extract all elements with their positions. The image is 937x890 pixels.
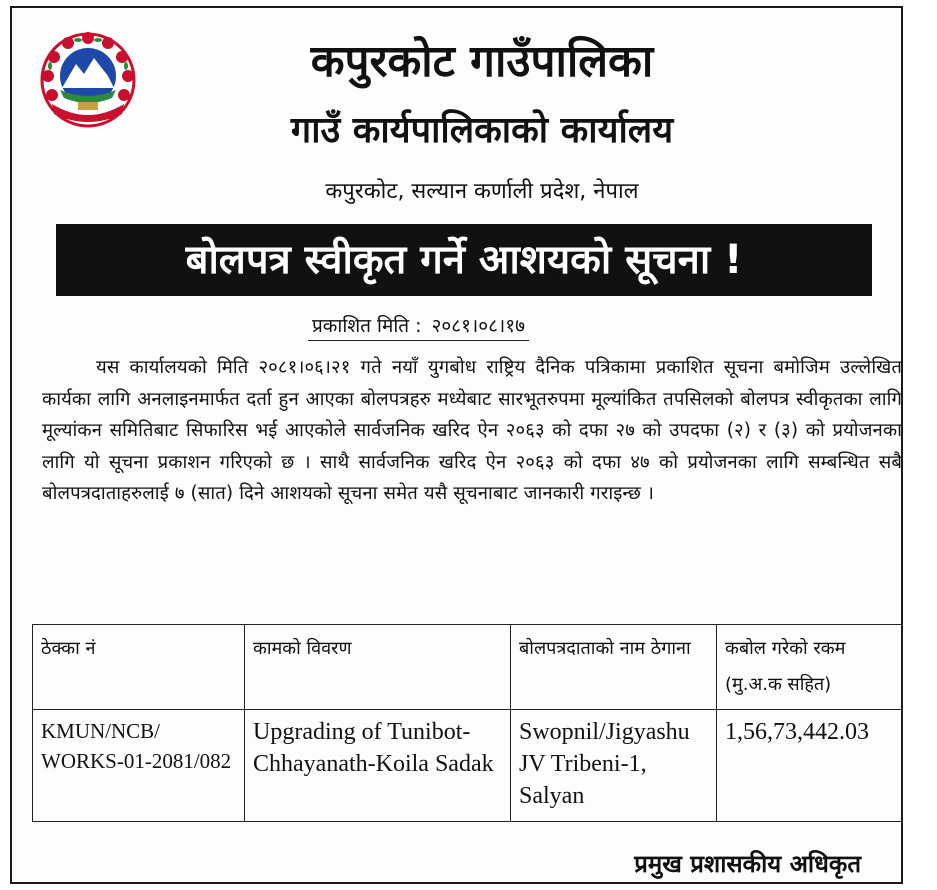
notice-body: यस कार्यालयको मिति २०८१।०६।२१ गते नयाँ युगबोध राष्ट्रिय दैनिक पत्रिकामा प्रकाशित सूचना बमोजिम उल्लेखित कार्यका लागि अनलाइनमार्फत दर्ता हुन आएका बोलपत्रहरु मध्येबाट सारभूतरुपमा मूल्यांकित तपसिलको बोलपत्र स्वीकृतका लागि मूल्यांकन समितिबाट सिफारिस भई आएकोले सार्वजनिक खरिद ऐन २०६३ को दफा २७ को उपदफा (२) र (३) को प्रयोजनका लागि यो सूचना प्रकाशन गरिएको छ । साथै सार्वजनिक खरिद ऐन २०६३ को दफा ४७ को प्रयोजनका लागि सम्बन्धित सबै बोलपत्रदाताहरुलाई ७ (सात) दिने आशयको सूचना समेत यसै सूचनाबाट जानकारी गराइन्छ । — [42, 357, 902, 504]
header-bidder-name-address: बोलपत्रदाताको नाम ठेगाना — [511, 625, 717, 710]
published-date-value: २०८१।०८।१७ — [431, 315, 525, 337]
office-name: गाउँ कार्यपालिकाको कार्यालय — [290, 110, 674, 151]
header-contract-no: ठेक्का नं — [33, 625, 245, 710]
cell-contract-no: KMUN/NCB/ WORKS-01-2081/082 — [33, 710, 245, 822]
table-header-row — [33, 625, 903, 710]
header-work-description: कामको विवरण — [245, 625, 511, 710]
nepal-emblem-icon — [38, 30, 138, 130]
notice-title-banner — [56, 224, 872, 296]
header-bid-amount: कबोल गरेको रकम (मु.अ.क सहित) — [717, 625, 903, 710]
award-table — [32, 624, 903, 822]
notice-frame — [10, 6, 903, 884]
published-date-line — [308, 312, 529, 341]
cell-bidder: Swopnil/Jigyashu JV Tribeni-1, Salyan — [511, 710, 717, 822]
municipality-name: कपुरकोट गाउँपालिका — [310, 36, 654, 87]
published-date-label: प्रकाशित मिति : — [312, 315, 422, 337]
office-address: कपुरकोट, सल्यान कर्णाली प्रदेश, नेपाल — [325, 179, 639, 204]
signatory-title: प्रमुख प्रशासकीय अधिकृत — [634, 850, 861, 878]
cell-amount: 1,56,73,442.03 — [717, 710, 903, 822]
table-row — [33, 710, 903, 822]
notice-title: बोलपत्र स्वीकृत गर्ने आशयको सूचना ! — [185, 237, 743, 283]
cell-work-description: Upgrading of Tunibot-Chhayanath-Koila Sadak — [245, 710, 511, 822]
